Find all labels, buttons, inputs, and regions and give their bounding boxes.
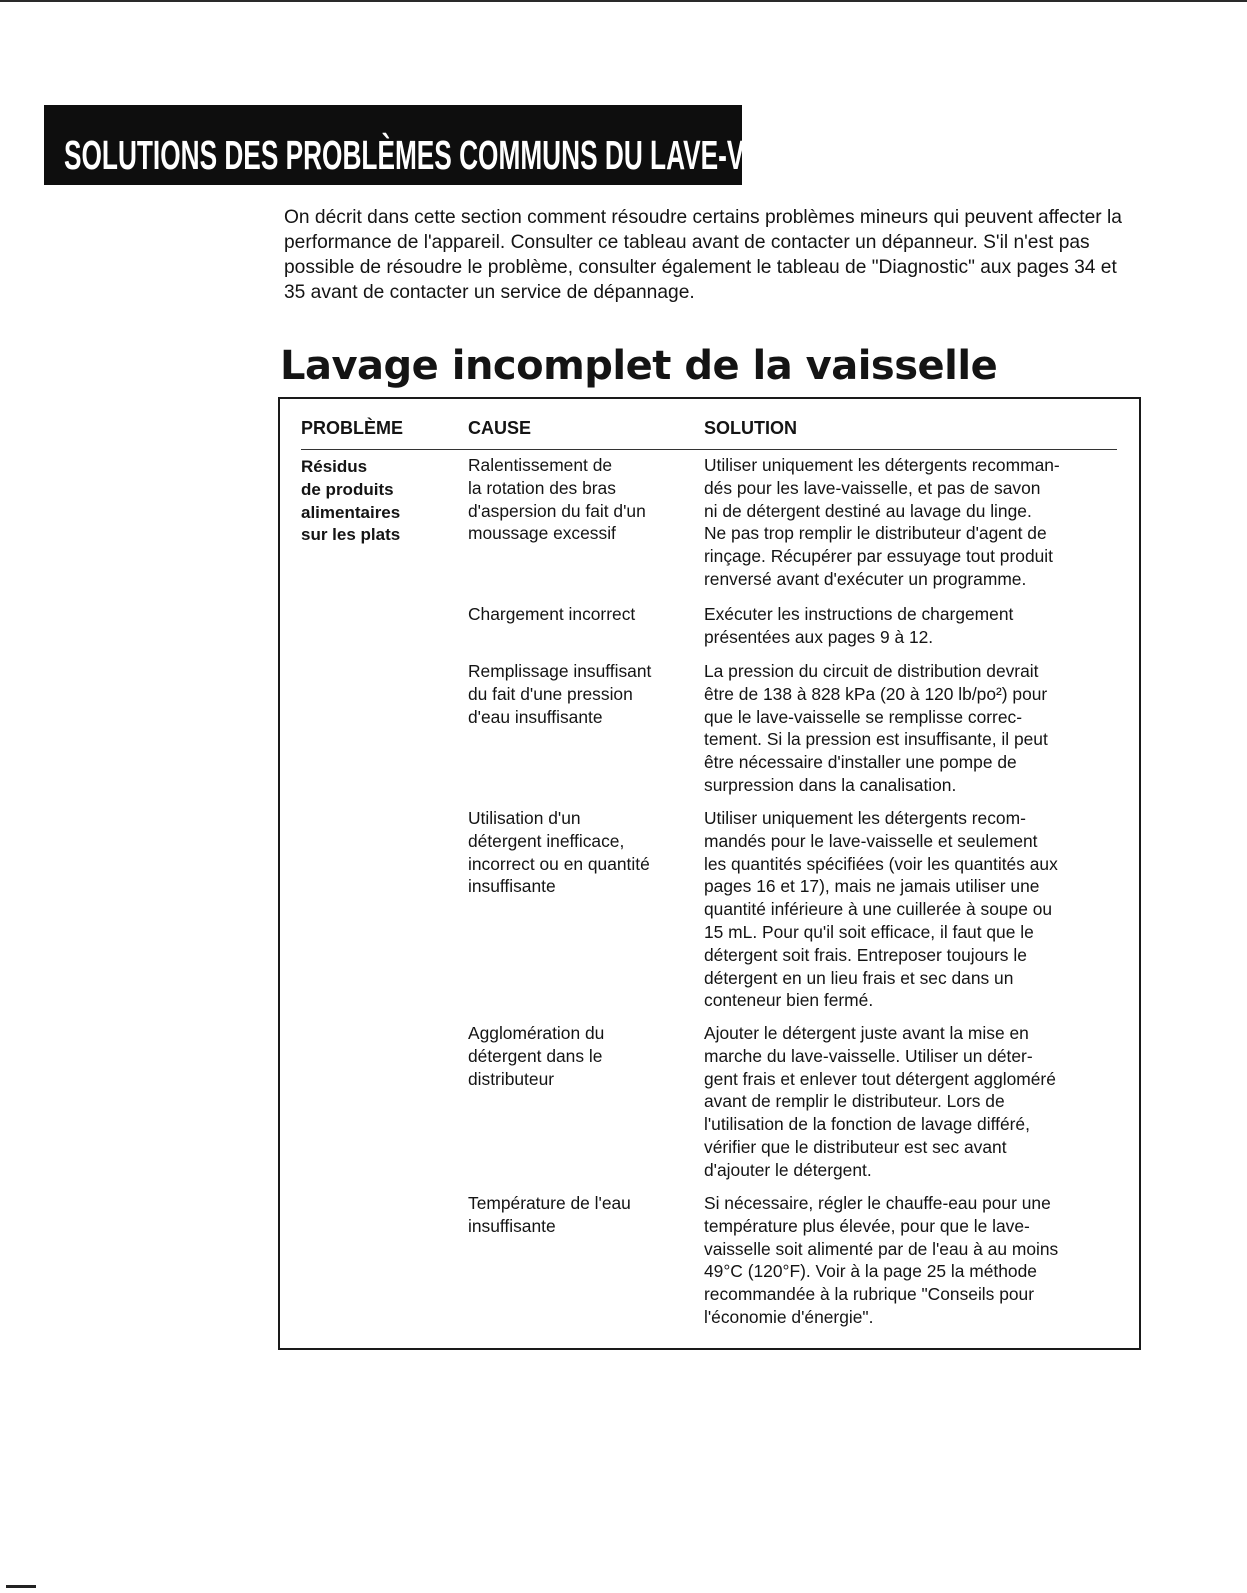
top-border-rule: [0, 0, 1247, 2]
cause-cell: Agglomération du détergent dans le distributeur: [468, 1023, 605, 1089]
cause-cell: Remplissage insuffisant du fait d'une pression d'eau insuffisante: [468, 661, 652, 727]
solution-cell: La pression du circuit de distribution devrait être de 138 à 828 kPa (20 à 120 lb/po²) pour que le lave-vaisselle se remplisse correc- tement. Si la pression est insuffisante, il peut être nécessaire d'installer une pompe de surpression dans la canalisation.: [704, 661, 1048, 795]
scan-mark: [6, 1585, 36, 1588]
solution-cell: Utiliser uniquement les détergents recom- mandés pour le lave-vaisselle et seulement les quantités spécifiées (voir les quantités aux pages 16 et 17), mais ne jamais utiliser une quantité inférieure à une cuillerée à soupe ou 15 mL. Pour qu'il soit efficace, il faut que le détergent soit frais. Entreposer toujours le détergent en un lieu frais et sec dans un conteneur bien fermé.: [704, 808, 1058, 1011]
solution-cell: Utiliser uniquement les détergents recomman- dés pour les lave-vaisselle, et pas de savon ni de détergent destiné au lavage du linge. Ne pas trop remplir le distributeur d'agent de rinçage. Récupérer par essuyage tout produit renversé avant d'exécuter un programme.: [704, 455, 1060, 589]
cause-cell: Température de l'eau insuffisante: [468, 1193, 631, 1236]
column-header-cause: CAUSE: [468, 418, 532, 438]
banner-title: SOLUTIONS DES PROBLÈMES COMMUNS DU LAVE-VAISSELLE: [64, 132, 871, 178]
header-banner: [44, 105, 871, 185]
cause-cell: Chargement incorrect: [468, 604, 636, 624]
cause-cell: Ralentissement de la rotation des bras d'aspersion du fait d'un moussage excessif: [468, 455, 646, 544]
column-header-solution: SOLUTION: [704, 418, 797, 438]
solution-cell: Ajouter le détergent juste avant la mise en marche du lave-vaisselle. Utiliser un déter- gent frais et enlever tout détergent aggloméré avant de remplir le distributeur. Lors de l'utilisation de la fonction de lavage différé, vérifier que le distributeur est sec avant d'ajouter le détergent.: [704, 1023, 1056, 1180]
intro-paragraph: On décrit dans cette section comment résoudre certains problèmes mineurs qui peuvent affecter la performance de l'appareil. Consulter ce tableau avant de contacter un dépanneur. S'il n'est pas possible de résoudre le problème, consulter également le tableau de "Diagnostic" aux pages 34 et 35 avant de contacter un service de dépannage.: [284, 207, 1122, 303]
cause-cell: Utilisation d'un détergent inefficace, incorrect ou en quantité insuffisante: [468, 808, 650, 897]
solution-cell: Exécuter les instructions de chargement présentées aux pages 9 à 12.: [704, 604, 1014, 647]
section-heading: Lavage incomplet de la vaisselle: [280, 343, 998, 389]
solution-cell: Si nécessaire, régler le chauffe-eau pour une température plus élevée, pour que le lave- vaisselle soit alimenté par de l'eau à au moins 49°C (120°F). Voir à la page 25 la méthode recommandée à la rubrique "Conseils pour l'économie d'énergie".: [704, 1193, 1059, 1327]
problem-cell: Résidus de produits alimentaires sur les plats: [301, 457, 401, 545]
column-header-problem: PROBLÈME: [301, 418, 404, 438]
header-divider: [301, 449, 1117, 450]
